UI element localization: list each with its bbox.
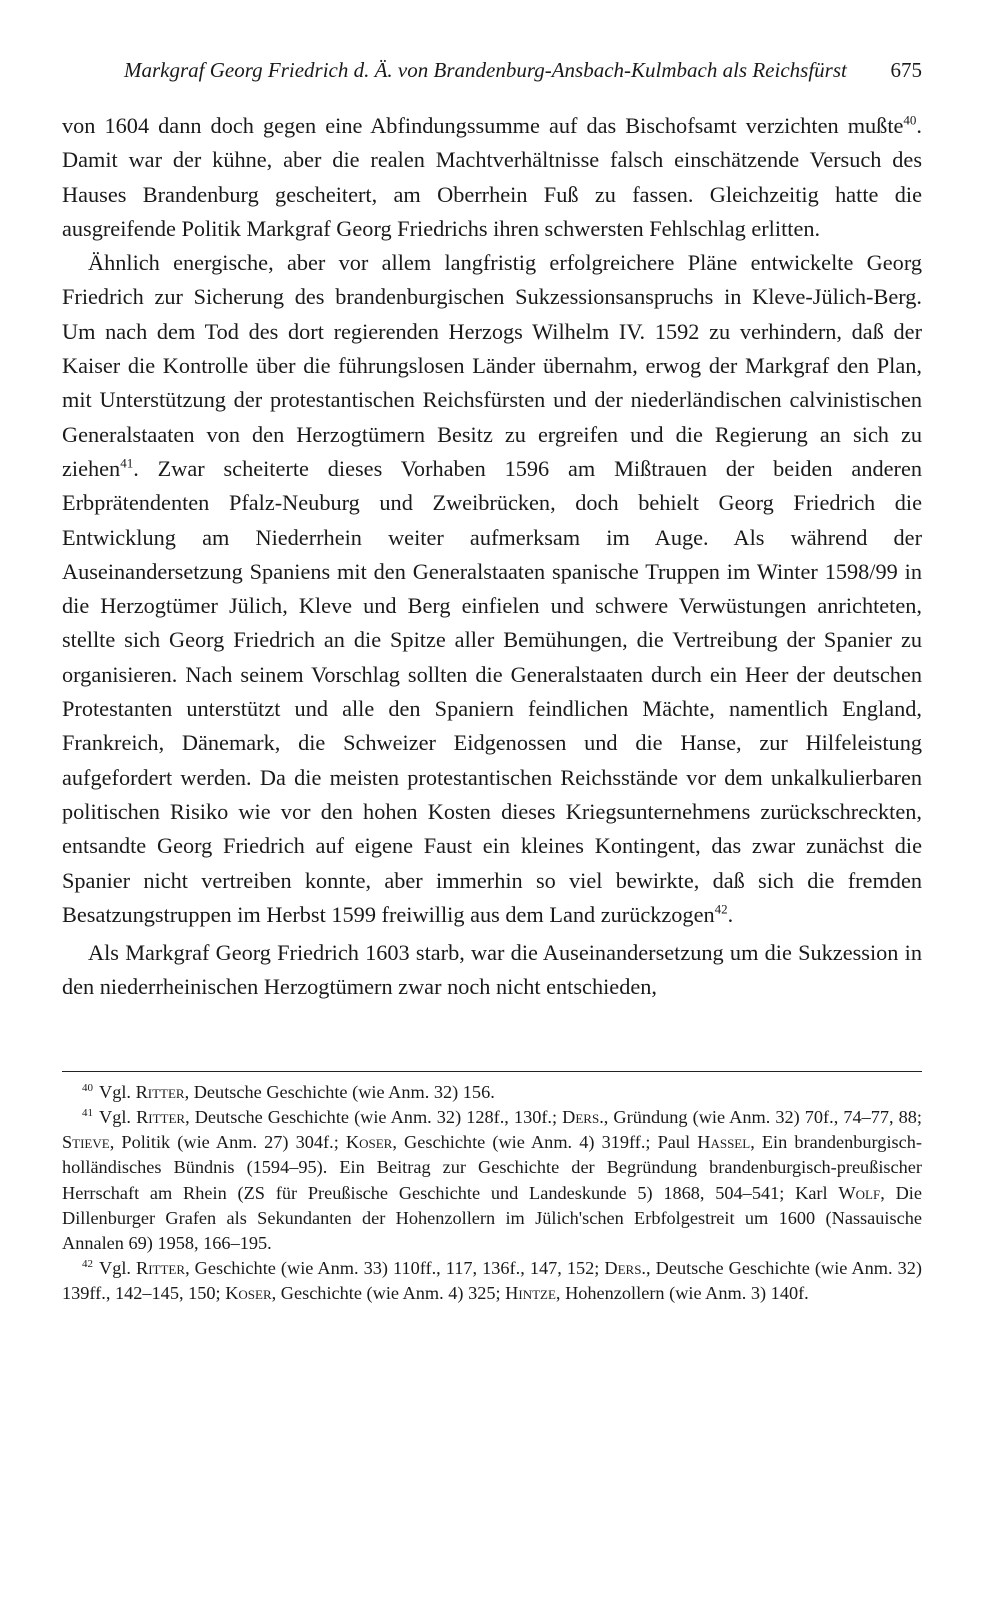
footnote-mark: 40 bbox=[82, 1081, 93, 1094]
author-name: Ders. bbox=[604, 1258, 647, 1279]
main-text bbox=[62, 109, 922, 1005]
footnote-41 bbox=[62, 1105, 922, 1256]
footnote-40 bbox=[62, 1080, 922, 1105]
text-run: . Damit war der kühne, aber die realen Machtverhältnisse falsch einschätzende Versuch des Hauses Brandenburg gescheitert, am Oberrhein Fuß zu fassen. Gleichzeitig hatte die ausgreifende Politik Markgraf Georg Friedrichs ihren schwersten Fehlschlag erlitten. bbox=[62, 113, 922, 241]
author-name: Koser bbox=[345, 1132, 393, 1153]
author-name: Wolf bbox=[838, 1182, 881, 1203]
text-run: Vgl. bbox=[99, 1081, 136, 1102]
author-name: Koser bbox=[225, 1283, 272, 1304]
text-run: , Hohenzollern (wie Anm. 3) 140f. bbox=[555, 1283, 809, 1304]
running-title: Markgraf Georg Friedrich d. Ä. von Brandenburg-Ansbach-Kulmbach als Reichsfürst bbox=[124, 58, 847, 82]
author-name: Ritter bbox=[135, 1081, 185, 1102]
footnote-ref-40: 40 bbox=[903, 112, 917, 128]
text-run: , Deutsche Geschichte (wie Anm. 32) 128f., 130f.; bbox=[185, 1106, 563, 1127]
footnote-ref-42: 42 bbox=[714, 901, 728, 917]
text-run: . bbox=[727, 901, 734, 927]
text-run: von 1604 dann doch gegen eine Abfindungssumme auf das Bischofsamt verzichten mußte bbox=[62, 113, 904, 138]
footnote-mark: 41 bbox=[82, 1106, 93, 1119]
author-name: Hassel bbox=[697, 1132, 751, 1153]
text-run: , Die Dillenburger Grafen als Sekundanten der Hohenzollern im Jülich'schen Erbfolgestreit um 1600 (Nassauische Annalen 69) 1958, 166–195. bbox=[62, 1182, 922, 1253]
author-name: Stieve bbox=[62, 1132, 110, 1153]
text-run: , Politik (wie Anm. 27) 304f.; bbox=[109, 1132, 346, 1153]
paragraph-3: Als Markgraf Georg Friedrich 1603 starb, war die Auseinandersetzung um die Sukzession in den niederrheinischen Herzogtümern zwar noch nicht entschieden, bbox=[62, 940, 922, 1000]
text-run: , Gründung (wie Anm. 32) 70f., 74–77, 88; bbox=[603, 1106, 923, 1127]
paragraph-1 bbox=[62, 109, 922, 246]
text-run: , Geschichte (wie Anm. 33) 110ff., 117, 136f., 147, 152; bbox=[185, 1258, 605, 1279]
text-run: , Deutsche Geschichte (wie Anm. 32) 156. bbox=[184, 1081, 495, 1102]
footnote-rule bbox=[62, 1071, 922, 1072]
author-name: Ders. bbox=[562, 1106, 604, 1127]
footnote-42 bbox=[62, 1256, 922, 1306]
running-header bbox=[124, 58, 922, 83]
text-run: , Deutsche Geschichte (wie Anm. 32) 139ff., 142–145, 150; bbox=[62, 1258, 922, 1304]
author-name: Hintze bbox=[505, 1283, 556, 1304]
author-name: Ritter bbox=[136, 1258, 186, 1279]
text-run: Vgl. bbox=[99, 1258, 137, 1279]
paragraph-2 bbox=[62, 246, 922, 932]
text-run: . Zwar scheiterte dieses Vorhaben 1596 am Mißtrauen der beiden anderen Erbprätendenten Pfalz-Neuburg und Zweibrücken, doch behielt Georg Friedrich die Entwicklung am Niederrhein weiter aufmerksam im Auge. Als während der Auseinandersetzung Spaniens mit den Generalstaaten spanische Truppen im Winter 1598/99 in die Herzogtümer Jülich, Kleve und Berg einfielen und schwere Verwüstungen anrichteten, stellte sich Georg Friedrich an die Spitze aller Bemühungen, die Vertreibung der Spanier zu organisieren. Nach seinem Vorschlag sollten die Generalstaaten durch ein Heer der deutschen Protestanten unterstützt und alle den Spaniern feindlichen Mächte, namentlich England, Frankreich, Dänemark, die Schweizer Eidgenossen und die Hanse, zur Hilfeleistung aufgefordert werden. Da die meisten protestantischen Reichsstände vor dem unkalkulierbaren politischen Risiko wie vor den hohen Kosten dieses Kriegsunternehmens zurückschreckten, entsandte Georg Friedrich auf eigene Faust ein kleines Kontingent, das zwar zunächst die Spanier nicht vertreiben konnte, aber immerhin so viel bewirkte, daß sich die fremden Besatzungstruppen im Herbst 1599 freiwillig aus dem Land zurückzogen bbox=[62, 455, 922, 927]
book-page bbox=[62, 58, 922, 1307]
author-name: Ritter bbox=[136, 1106, 186, 1127]
text-run: , Geschichte (wie Anm. 4) 325; bbox=[271, 1283, 506, 1304]
text-run: Vgl. bbox=[99, 1106, 137, 1127]
text-run: , Ein brandenburgisch-holländisches Bündnis (1594–95). Ein Beitrag zur Geschichte der Begründung brandenburgisch-preußischer Herrschaft am Rhein (ZS für Preußische Geschichte und Landeskunde 5) 1868, 504–541; Karl bbox=[62, 1132, 922, 1203]
footnotes bbox=[62, 1080, 922, 1307]
footnote-mark: 42 bbox=[82, 1258, 93, 1271]
footnote-ref-41: 41 bbox=[120, 455, 134, 471]
page-number: 675 bbox=[890, 58, 922, 82]
text-run: , Geschichte (wie Anm. 4) 319ff.; Paul bbox=[392, 1132, 698, 1153]
text-run: Ähnlich energische, aber vor allem langfristig erfolgreichere Pläne entwickelte Georg Friedrich zur Sicherung des brandenburgischen Sukzessionsanspruchs in Kleve-Jülich-Berg. Um nach dem Tod des dort regierenden Herzogs Wilhelm IV. 1592 zu verhindern, daß der Kaiser die Kontrolle über die führungslosen Länder übernahm, erwog der Markgraf den Plan, mit Unterstützung der protestantischen Reichsfürsten und der niederländischen calvinistischen Generalstaaten von den Herzogtümern Besitz zu ergreifen und die Regierung an sich zu ziehen bbox=[62, 250, 922, 481]
